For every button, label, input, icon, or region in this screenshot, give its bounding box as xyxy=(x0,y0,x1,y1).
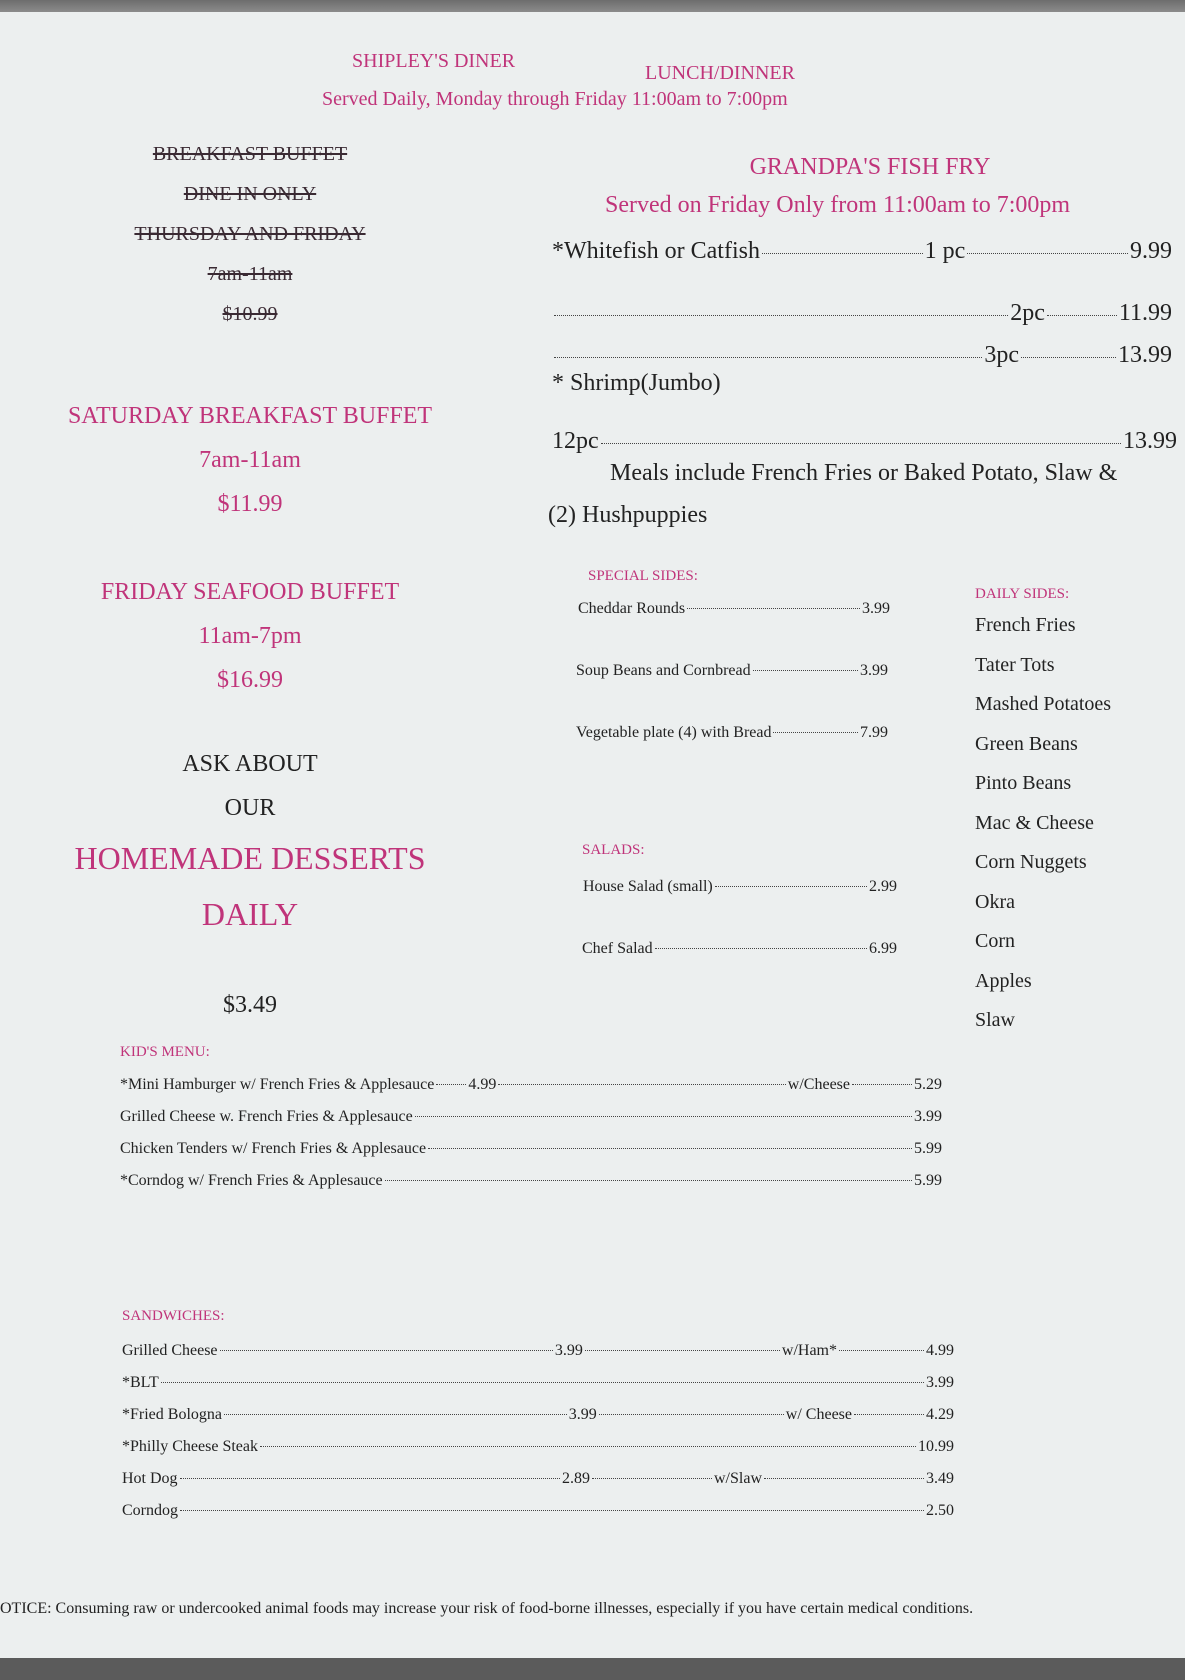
fish-price: 9.99 xyxy=(1130,238,1172,264)
dot-leader xyxy=(762,253,923,254)
kids-item-name: Grilled Cheese w. French Fries & Applesauce xyxy=(120,1108,413,1125)
served-daily-note: Served Daily, Monday through Friday 11:00am to 7:00pm xyxy=(322,88,788,110)
shrimp-pc: 12pc xyxy=(552,428,599,454)
kids-menu-heading: KID'S MENU: xyxy=(120,1044,210,1060)
desserts-block xyxy=(20,742,480,942)
fish-pc: 1 pc xyxy=(924,238,966,264)
sandwich-name: *BLT xyxy=(122,1374,159,1391)
dot-leader xyxy=(220,1350,553,1351)
saturday-buffet-price: $11.99 xyxy=(217,491,283,517)
daily-side-item: Slaw xyxy=(975,1009,1015,1031)
sandwich-row xyxy=(122,1438,954,1456)
sandwich-row xyxy=(122,1470,954,1488)
struck-line: $10.99 xyxy=(222,303,278,325)
struck-line: BREAKFAST BUFFET xyxy=(152,143,348,165)
sandwich-row xyxy=(122,1406,954,1424)
special-side-name: Soup Beans and Cornbread xyxy=(576,662,751,679)
special-side-name: Vegetable plate (4) with Bread xyxy=(576,724,772,741)
fish-fry-title: GRANDPA'S FISH FRY xyxy=(749,154,991,180)
salad-name: Chef Salad xyxy=(582,940,653,957)
sandwich-price: 3.99 xyxy=(568,1406,597,1423)
dot-leader xyxy=(428,1148,912,1149)
desserts-line-3: HOMEMADE DESSERTS xyxy=(74,840,426,876)
kids-item-name: Chicken Tenders w/ French Fries & Applesauce xyxy=(120,1140,427,1157)
sandwich-price: 10.99 xyxy=(918,1438,954,1455)
dot-leader xyxy=(753,670,858,671)
dot-leader xyxy=(385,1180,912,1181)
sandwich-price: 2.89 xyxy=(562,1470,590,1487)
kids-item-price: 4.99 xyxy=(468,1076,497,1093)
sandwich-price: 3.99 xyxy=(926,1374,954,1391)
dot-leader xyxy=(554,357,982,358)
dot-leader xyxy=(180,1510,924,1511)
dot-leader xyxy=(854,1414,924,1415)
struck-line: DINE IN ONLY xyxy=(183,183,317,205)
food-safety-notice: OTICE: Consuming raw or undercooked animal foods may increase your risk of food-borne illnesses, especially if you have certain medical conditions. xyxy=(0,1600,974,1617)
kids-item-name: *Mini Hamburger w/ French Fries & Applesauce xyxy=(120,1076,435,1093)
struck-notice xyxy=(70,134,430,334)
meals-note-1: Meals include French Fries or Baked Potato, Slaw & xyxy=(610,460,1118,486)
special-side-price: 3.99 xyxy=(862,600,890,617)
dot-leader xyxy=(773,732,858,733)
dot-leader xyxy=(224,1414,567,1415)
kids-menu-row xyxy=(120,1140,942,1158)
desserts-price: $3.49 xyxy=(223,992,277,1018)
sandwich-name: *Fried Bologna xyxy=(122,1406,222,1423)
fish-price: 13.99 xyxy=(1118,342,1172,368)
kids-item-alt-label: w/Cheese xyxy=(787,1076,850,1093)
salad-row xyxy=(583,878,897,896)
dot-leader xyxy=(1021,357,1116,358)
meals-note-2: (2) Hushpuppies xyxy=(548,502,708,528)
kids-item-price: 3.99 xyxy=(914,1108,942,1125)
dot-leader xyxy=(715,886,867,887)
dot-leader xyxy=(967,253,1128,254)
sandwich-name: Corndog xyxy=(122,1502,178,1519)
dot-leader xyxy=(852,1084,912,1085)
dot-leader xyxy=(1047,315,1117,316)
saturday-buffet-title: SATURDAY BREAKFAST BUFFET xyxy=(67,403,433,429)
salads-heading: SALADS: xyxy=(582,842,645,858)
sandwiches-heading: SANDWICHES: xyxy=(122,1308,225,1324)
dot-leader xyxy=(260,1446,916,1447)
dot-leader xyxy=(601,443,1121,444)
fish-pc: 2pc xyxy=(1010,300,1045,326)
dot-leader xyxy=(764,1478,924,1479)
desserts-line-2: OUR xyxy=(224,795,276,821)
struck-line: THURSDAY AND FRIDAY xyxy=(134,223,366,245)
special-side-name: Cheddar Rounds xyxy=(578,600,686,617)
struck-line: 7am-11am xyxy=(207,263,293,285)
salad-row xyxy=(582,940,897,958)
daily-side-item: Tater Tots xyxy=(975,653,1055,676)
dot-leader xyxy=(161,1382,924,1383)
sandwich-name: Grilled Cheese xyxy=(122,1342,218,1359)
daily-side-item: Mac & Cheese xyxy=(975,811,1094,834)
fish-row-1 xyxy=(552,238,1172,265)
saturday-buffet-hours: 7am-11am xyxy=(199,447,301,473)
dot-leader xyxy=(839,1350,924,1351)
diner-name: SHIPLEY'S DINER xyxy=(352,50,516,72)
daily-sides-list xyxy=(975,606,1111,1041)
kids-item-price: 5.99 xyxy=(914,1172,942,1189)
friday-buffet-title: FRIDAY SEAFOOD BUFFET xyxy=(100,579,400,605)
dot-leader xyxy=(655,948,867,949)
friday-buffet xyxy=(20,570,480,702)
kids-item-name: *Corndog w/ French Fries & Applesauce xyxy=(120,1172,383,1189)
daily-side-item: Pinto Beans xyxy=(975,772,1072,794)
kids-item-alt-price: 5.29 xyxy=(914,1076,942,1093)
sandwich-name: *Philly Cheese Steak xyxy=(122,1438,258,1455)
dot-leader xyxy=(180,1478,560,1479)
saturday-buffet xyxy=(20,394,480,526)
daily-sides xyxy=(975,582,1111,1041)
special-side-row xyxy=(576,724,888,742)
special-side-price: 7.99 xyxy=(860,724,888,741)
photo-bottom-edge xyxy=(0,1658,1185,1680)
sandwich-row xyxy=(122,1502,954,1520)
dot-leader xyxy=(592,1478,712,1479)
special-side-price: 3.99 xyxy=(860,662,888,679)
shrimp-price: 13.99 xyxy=(1123,428,1177,454)
fish-fry-subtitle: Served on Friday Only from 11:00am to 7:00pm xyxy=(605,192,1071,218)
daily-side-item: Corn xyxy=(975,930,1015,952)
dot-leader xyxy=(687,608,860,609)
sandwich-price: 2.50 xyxy=(926,1502,954,1519)
sandwich-alt-label: w/Slaw xyxy=(714,1470,762,1487)
sandwich-alt-price: 4.99 xyxy=(926,1342,954,1359)
fish-price: 11.99 xyxy=(1118,300,1172,326)
kids-menu-row xyxy=(120,1108,942,1126)
sandwich-price: 3.99 xyxy=(554,1342,583,1359)
fish-row-3 xyxy=(552,342,1172,369)
sandwich-alt-price: 3.49 xyxy=(926,1470,954,1487)
friday-buffet-hours: 11am-7pm xyxy=(198,623,302,649)
sandwich-row xyxy=(122,1342,954,1360)
kids-item-price: 5.99 xyxy=(914,1140,942,1157)
fish-row-2 xyxy=(552,300,1172,327)
daily-side-item: Green Beans xyxy=(975,732,1078,755)
desserts-line-4: DAILY xyxy=(201,896,299,932)
dot-leader xyxy=(415,1116,912,1117)
dot-leader xyxy=(436,1084,466,1085)
kids-menu-row xyxy=(120,1172,942,1190)
menu-page xyxy=(0,12,1185,1662)
daily-side-item: Okra xyxy=(975,890,1015,913)
special-side-row xyxy=(578,600,890,618)
daily-side-item: Corn Nuggets xyxy=(975,851,1087,873)
kids-menu-row xyxy=(120,1076,942,1094)
salad-price: 6.99 xyxy=(869,940,897,957)
sandwich-name: Hot Dog xyxy=(122,1470,178,1487)
dot-leader xyxy=(498,1084,785,1085)
salad-price: 2.99 xyxy=(869,878,897,895)
desserts-line-1: ASK ABOUT xyxy=(182,751,318,777)
dot-leader xyxy=(585,1350,780,1351)
shrimp-label: * Shrimp(Jumbo) xyxy=(552,370,721,396)
salad-name: House Salad (small) xyxy=(583,878,713,895)
whitefish-label: *Whitefish or Catfish xyxy=(552,238,760,264)
shrimp-row xyxy=(552,428,1177,455)
special-side-row xyxy=(576,662,888,680)
fish-pc: 3pc xyxy=(984,342,1019,368)
daily-side-item: Apples xyxy=(975,969,1032,992)
sandwich-alt-label: w/Ham* xyxy=(781,1342,837,1359)
friday-buffet-price: $16.99 xyxy=(217,667,283,693)
daily-sides-heading: DAILY SIDES: xyxy=(975,586,1070,602)
sandwich-row xyxy=(122,1374,954,1392)
daily-side-item: French Fries xyxy=(975,614,1076,636)
dot-leader xyxy=(554,315,1008,316)
special-sides-heading: SPECIAL SIDES: xyxy=(588,568,698,584)
daily-side-item: Mashed Potatoes xyxy=(975,693,1112,715)
sandwich-alt-label: w/ Cheese xyxy=(785,1406,852,1423)
sandwich-alt-price: 4.29 xyxy=(926,1406,954,1423)
dot-leader xyxy=(599,1414,784,1415)
meal-heading: LUNCH/DINNER xyxy=(645,62,795,84)
